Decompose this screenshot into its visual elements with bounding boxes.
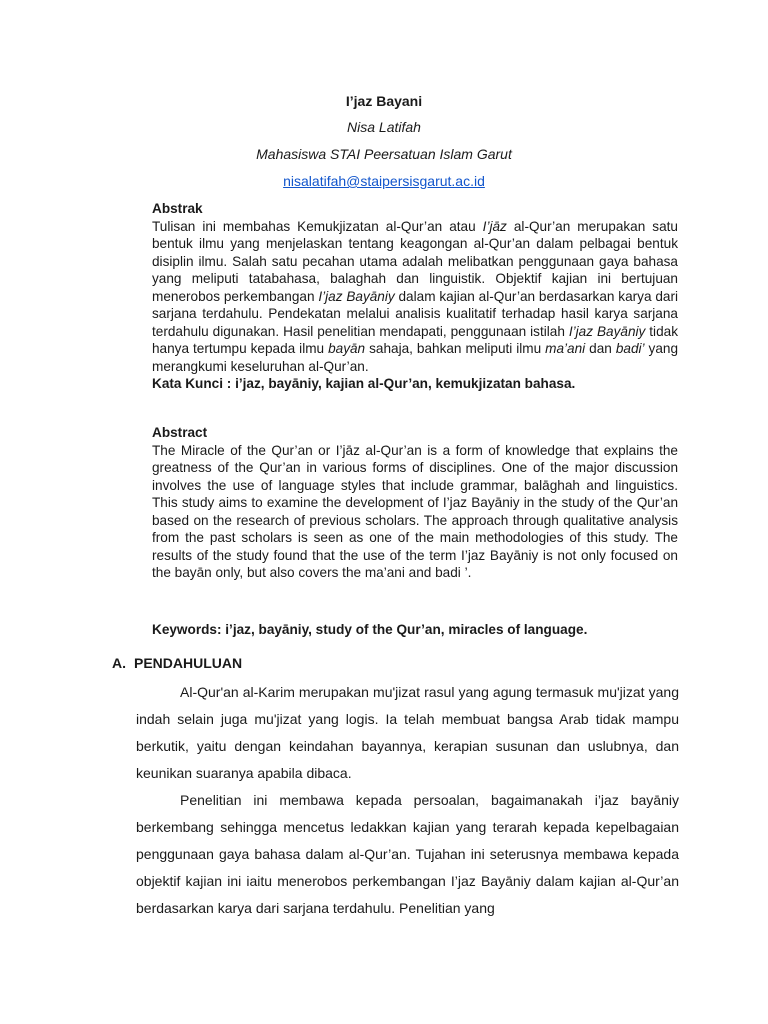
keywords-english: Keywords: i’jaz, bayāniy, study of the Qur’an, miracles of language.	[152, 622, 588, 637]
author-name: Nisa Latifah	[347, 119, 421, 135]
abstrak-text: Tulisan ini membahas Kemukjizatan al-Qur’an atau I’jāz al-Qur’an merupakan satu bentuk ilmu yang menjelaskan tentang keagongan al-Qur’an dalam pelbagai bentuk disiplin ilmu. Salah satu pecahan utama adalah melibatkan penggunaan gaya bahasa yang meliputi tatabahasa, balaghah dan linguistik. Objektif kajian ini bertujuan menerobos perkembangan I’jaz Bayāniy dalam kajian al-Qur’an berdasarkan karya dari sarjana terdahulu. Pendekatan melalui analisis kualitatif terhadap hasil karya sarjana terdahulu digunakan. Hasil penelitian mendapati, penggunaan istilah I’jaz Bayāniy tidak hanya tertumpu kepada ilmu bayān sahaja, bahkan meliputi ilmu ma’ani dan badi’ yang merangkumi keseluruhan al-Qur’an.	[152, 218, 679, 374]
section-label: A.	[112, 655, 126, 671]
abstrak-block	[152, 200, 678, 393]
paper-title: I’jaz Bayani	[345, 93, 423, 109]
abstrak-heading: Abstrak	[152, 201, 203, 216]
author-affiliation: Mahasiswa STAI Peersatuan Islam Garut	[256, 146, 512, 162]
author-email-line	[0, 173, 768, 189]
body-paragraph-2: Penelitian ini membawa kepada persoalan, bagaimanakah i’jaz bayāniy berkembang sehingga mencetus ledakkan kajian yang terarah kepada kepelbagaian penggunaan gaya bahasa dalam al-Qur’an. Tujahan ini seterusnya membawa kepada objektif kajian ini iaitu menerobos perkembangan I’jaz Bayāniy dalam kajian al-Qur’an berdasarkan karya dari sarjana terdahulu. Penelitian yang	[136, 792, 679, 916]
abstract-block	[152, 424, 678, 582]
body-paragraph-1: Al-Qur'an al-Karim merupakan mu'jizat rasul yang agung termasuk mu'jizat yang indah selain juga mu'jizat yang logis. Ia telah membuat bangsa Arab tidak mampu berkutik, yaitu dengan keindahan bayannya, kerapian susunan dan uslubnya, dan keunikan suaranya apabila dibaca.	[136, 684, 679, 781]
author-email-link[interactable]: nisalatifah@staipersisgarut.ac.id	[283, 173, 485, 189]
section-title: PENDAHULUAN	[134, 655, 243, 671]
abstract-text: The Miracle of the Qur’an or I’jāz al-Qur’an is a form of knowledge that explains the greatness of the Qur’an in various forms of disciplines. One of the major discussion involves the use of language styles that include grammar, balāghah and linguistics. This study aims to examine the development of I’jaz Bayāniy in the study of the Qur’an based on the research of previous scholars. The approach through qualitative analysis from the past scholars is seen as one of the main methodologies of this study. The results of the study found that the use of the term I’jaz Bayāniy is not only focused on the bayān only, but also covers the ma’ani and badi ’.	[152, 442, 678, 580]
kata-kunci: Kata Kunci : i’jaz, bayāniy, kajian al-Qur’an, kemukjizatan bahasa.	[152, 376, 576, 391]
section-body	[136, 679, 679, 922]
abstract-heading: Abstract	[152, 425, 208, 440]
section-heading	[112, 655, 242, 671]
